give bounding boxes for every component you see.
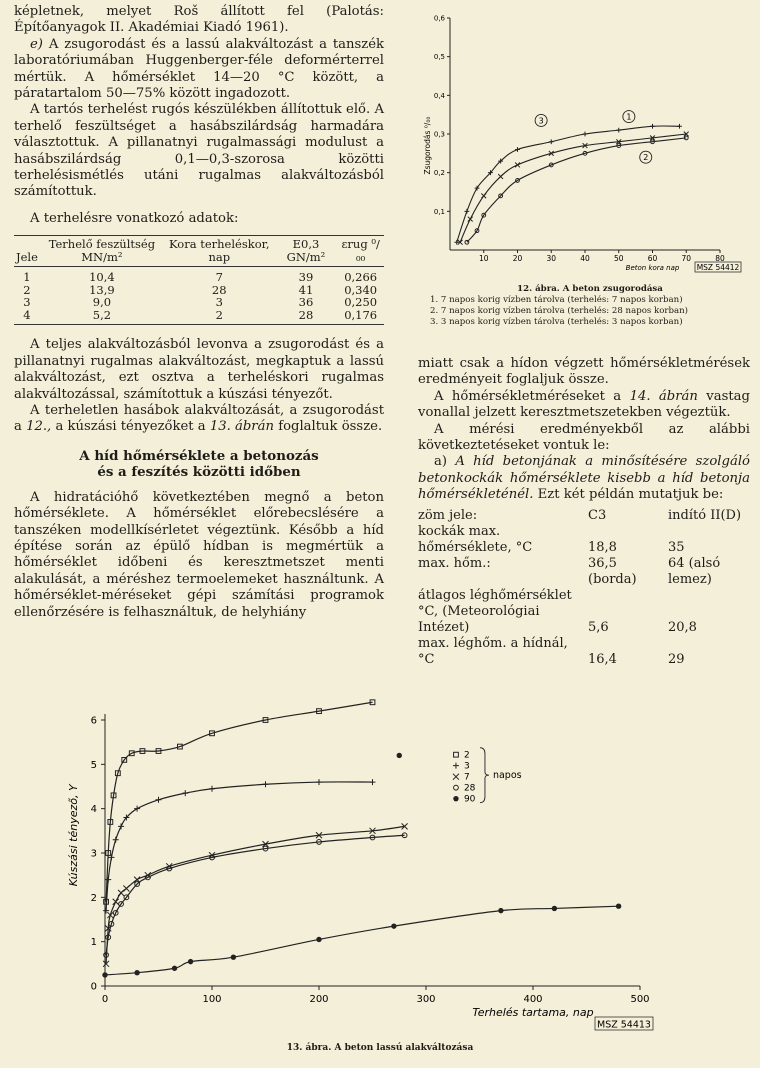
x-tick-label: 300: [416, 994, 436, 1005]
series-label: 2: [643, 153, 649, 163]
table-cell: 0,176: [337, 309, 384, 325]
comparison-value: 16,4: [588, 651, 617, 667]
right-column: [418, 356, 750, 668]
y-tick-label: 0,1: [433, 207, 445, 216]
chart-marks: [102, 700, 621, 978]
comparison-value: 5,6: [588, 619, 609, 635]
y-tick-label: 5: [90, 759, 97, 771]
x-tick-label: 10: [478, 254, 489, 263]
paragraph: képletnek, melyet Roš állított fel (Palotás: Építőanyagok II. Akadémiai Kiadó 1961).: [14, 4, 384, 36]
data-point-circle: [454, 785, 459, 790]
data-point-plus: [105, 877, 111, 883]
stamp-text: MSZ 54413: [597, 1019, 651, 1031]
caption-line: 1. 7 napos korig vízben tárolva (terhelés: 7 napos korban): [430, 295, 683, 305]
legend-unit: napos: [492, 770, 522, 782]
section-title: [14, 448, 384, 480]
shrinkage-chart: [420, 8, 750, 283]
table-row: [14, 267, 384, 284]
data-point-dot: [231, 954, 236, 959]
table-header-row: [14, 236, 384, 267]
data-point-square: [454, 752, 459, 757]
data-point-x: [113, 899, 119, 905]
table-cell: 28: [275, 309, 338, 325]
data-point-plus: [263, 781, 269, 787]
table-cell: 28: [211, 282, 227, 297]
table-cell: 9,0: [92, 295, 112, 310]
data-point-dot: [498, 908, 503, 913]
comparison-value: indító II(D): [668, 507, 742, 523]
y-tick-label: 6: [90, 715, 97, 727]
paragraph: [418, 389, 750, 422]
x-tick-label: 20: [512, 254, 523, 263]
chart-marks: [454, 111, 688, 245]
data-point-plus: [549, 139, 554, 144]
table-header: Jele: [14, 236, 40, 267]
paragraph-text: A hőmérsékletméréseket a: [434, 388, 622, 404]
table-cell: 3: [23, 295, 31, 310]
table-cell: 2: [164, 309, 275, 325]
data-point-x: [453, 774, 459, 780]
y-tick-label: 0,2: [433, 169, 445, 178]
comparison-value: C3: [588, 507, 607, 523]
x-tick-label: 500: [630, 994, 650, 1005]
x-tick-label: 100: [202, 994, 222, 1005]
table-row: [14, 296, 384, 309]
table-cell: 41: [298, 282, 314, 297]
table-cell: 0,340: [344, 282, 378, 297]
paragraph: A mérési eredményekből az alábbi következtetéseket vontuk le:: [418, 421, 750, 454]
data-point-x: [468, 217, 473, 222]
legend-label: 3: [463, 761, 470, 772]
x-axis-label: Beton kora nap: [625, 264, 680, 272]
y-tick-label: 1: [90, 937, 97, 949]
data-point-plus: [677, 124, 682, 129]
table-cell: 0,266: [344, 270, 378, 285]
data-point-plus: [118, 823, 124, 829]
data-point-dot: [316, 937, 321, 942]
comparison-value: 29: [668, 651, 685, 667]
series-line-90: [105, 906, 619, 975]
y-tick-label: 2: [90, 892, 97, 904]
series-line-28: [106, 835, 405, 955]
data-point-x: [481, 193, 486, 198]
table-row: [14, 309, 384, 325]
legend-label: 2: [463, 750, 470, 761]
comparison-value: 64 (alsó lemez): [668, 555, 721, 587]
paragraph: [418, 454, 750, 503]
table-cell: 36: [298, 295, 314, 310]
data-point-plus: [134, 806, 140, 812]
comparison-value: 20,8: [668, 619, 697, 635]
paragraph-text: A híd betonjának a minősítésére szolgáló betonkockák hőmérséklete kisebb a híd betonja hőmérsékleténél.: [418, 454, 750, 503]
chart-legend: [453, 748, 522, 805]
data-point-dot: [134, 970, 139, 975]
data-point-plus: [464, 209, 469, 214]
data-point-x: [118, 890, 124, 896]
y-axis-label: Kúszási tényező, Y: [67, 784, 80, 887]
comparison-value: 18,8: [588, 539, 617, 555]
section-title-line: A híd hőmérséklete a betonozás: [79, 447, 319, 464]
series-line-7: [106, 826, 405, 963]
table-cell: 13,9: [89, 282, 115, 297]
comparison-label: zöm jele:: [418, 507, 478, 523]
data-point-plus: [583, 132, 588, 137]
data-point-plus: [515, 147, 520, 152]
series-label: 3: [538, 116, 544, 126]
data-point-plus: [650, 124, 655, 129]
series-label: 1: [626, 112, 632, 122]
data-point-plus: [209, 786, 215, 792]
paragraph: [14, 403, 384, 436]
item-label: a): [434, 454, 448, 470]
left-column: [14, 4, 384, 621]
x-axis-label: Terhelés tartama, nap: [472, 1006, 594, 1019]
paragraph-text: A terheletlen hasábok alakváltozását, a zsugorodást a: [14, 402, 384, 435]
table-cell: 1: [23, 270, 31, 285]
data-point-dot: [616, 904, 621, 909]
item-label: e): [30, 36, 43, 52]
data-point-x: [123, 885, 129, 891]
x-tick-label: 60: [647, 254, 658, 263]
data-point-dot: [397, 753, 402, 758]
data-point-dot: [453, 796, 458, 801]
table-cell: 10,4: [89, 270, 115, 285]
paragraph: A teljes alakváltozásból levonva a zsugorodást és a pillanatnyi rugalmas alakváltozást, megkaptuk a lassú alakváltozást, ezt osztva a terheléskori rugalmas alakváltozással, számítottuk a kúszási tényezőt.: [14, 337, 384, 402]
table-cell: 39: [298, 270, 314, 285]
table-cell: 7: [215, 270, 223, 285]
y-axis-label: Zsugorodás ⁰/₀₀: [423, 116, 432, 175]
load-data-table: [14, 235, 384, 325]
y-tick-label: 3: [90, 848, 97, 860]
table-header: Kora terheléskor, nap: [164, 236, 275, 267]
legend-label: 7: [463, 772, 470, 783]
y-tick-label: 0,4: [433, 91, 445, 100]
y-tick-label: 4: [90, 804, 97, 816]
table-cell: 2: [23, 282, 31, 297]
figure-13-caption: 13. ábra. A beton lassú alakváltozása: [286, 1043, 474, 1053]
y-tick-label: 0: [90, 981, 97, 993]
x-tick-label: 50: [613, 254, 624, 263]
data-point-plus: [370, 779, 376, 785]
section-title-line: és a feszítés közötti időben: [97, 463, 301, 480]
data-point-x: [515, 163, 520, 168]
table-header: Terhelő feszültség MN/m²: [40, 236, 164, 267]
data-point-plus: [113, 837, 119, 843]
comparison-label: max. hőm.:: [418, 555, 491, 571]
creep-chart: [55, 698, 705, 1043]
comparison-label: max. léghőm. a hídnál, °C: [418, 635, 568, 667]
data-point-plus: [156, 797, 162, 803]
data-point-plus: [316, 779, 322, 785]
table-cell: 3: [215, 295, 223, 310]
stamp-text: MSZ 54412: [696, 263, 740, 272]
comparison-label: átlagos léghőmérséklet °C, (Meteorológiai Intézet): [418, 587, 572, 635]
table-cell: 5,2: [40, 309, 164, 325]
data-point-plus: [453, 763, 459, 769]
table-row: [14, 284, 384, 297]
series-line-2: [106, 702, 372, 902]
figure-ref: 14. ábrán: [629, 388, 698, 404]
table-header: εrug ⁰/₀₀: [337, 236, 384, 267]
x-tick-label: 30: [546, 254, 557, 263]
figure-12-caption: [430, 284, 750, 328]
caption-line: 3. 3 napos korig vízben tárolva (terhelés: 3 napos korban): [430, 317, 683, 327]
data-point-dot: [552, 906, 557, 911]
comparison-value: 36,5 (borda): [588, 555, 637, 587]
stamp: [595, 1017, 653, 1031]
x-tick-label: 400: [523, 994, 543, 1005]
figure-ref: 13. ábrán: [209, 419, 274, 435]
caption-line: 2. 7 napos korig vízben tárolva (terhelés: 28 napos korban): [430, 306, 689, 316]
legend-label: 28: [463, 783, 476, 794]
data-point-x: [498, 174, 503, 179]
paragraph: A hidratációhő következtében megnő a beton hőmérséklete. A hőmérséklet előrebecslésére a tanszéken modellkísérletet végeztünk. Később a híd építése során az épülő hídban is megmértük a hőmérséklet időbeni és keresztmetszet menti alakulását, a méréshez termoelemeket használtunk. A hőmérséklet-méréseket gépi számítási programok ellenőrzésére is felhasználtuk, de helyhiány: [14, 489, 384, 620]
temperature-comparison: [418, 508, 750, 668]
chart-axes: [91, 714, 650, 1005]
data-point-dot: [172, 966, 177, 971]
legend-brace: [480, 748, 489, 803]
data-point-dot: [188, 959, 193, 964]
legend-label: 90: [463, 794, 476, 805]
table-cell: 0,250: [344, 295, 378, 310]
table-cell: 4: [14, 309, 40, 325]
paragraph-text: foglaltuk össze.: [278, 419, 383, 435]
y-tick-label: 0,3: [433, 130, 445, 139]
paragraph: A tartós terhelést rugós készülékben állítottuk elő. A terhelő feszültséget a hasábszilárdság harmadára választottuk. A pillanatnyi rugalmassági modulust a hasábszilárdság 0,1—0,3-szorosa közötti terhelésismétlés utáni rugalmas alakváltozásból számítottuk.: [14, 102, 384, 200]
data-point-plus: [616, 128, 621, 133]
paragraph-text: a kúszási tényezőket a: [55, 419, 206, 435]
data-point-plus: [182, 790, 188, 796]
x-tick-label: 0: [101, 994, 109, 1005]
table-intro: A terhelésre vonatkozó adatok:: [30, 210, 239, 226]
comparison-label: kockák max. hőmérséklete, °C: [418, 523, 533, 555]
paragraph: miatt csak a hídon végzett hőmérsékletmérések eredményeit foglaljuk össze.: [418, 356, 750, 388]
x-tick-label: 80: [715, 254, 725, 263]
paragraph-text: vastag vonallal jelzett keresztmetszetekben végeztük.: [418, 388, 750, 421]
x-tick-label: 200: [309, 994, 329, 1005]
table-header: E0,3 GN/m²: [275, 236, 338, 267]
series-line-1: [460, 134, 686, 242]
paragraph: [14, 37, 384, 103]
data-point-dot: [102, 972, 107, 977]
stamp: [695, 262, 741, 272]
paragraph-text: Ezt két példán mutatjuk be:: [537, 487, 724, 503]
data-point-dot: [391, 923, 396, 928]
paragraph-text: A zsugorodást és a lassú alakváltozást a tanszék laboratóriumában Huggenberger-féle deformérterrel mértük. A hőmérséklet 14—20 °C között, a páratartalom 50—75% között ingadozott.: [14, 36, 384, 102]
series-line-3: [457, 126, 680, 242]
caption-title: 12. ábra. A beton zsugorodása: [517, 284, 663, 294]
comparison-value: 35: [668, 539, 685, 555]
figure-ref: 12.,: [26, 419, 52, 435]
y-tick-label: 0,6: [433, 14, 445, 23]
x-tick-label: 40: [580, 254, 590, 263]
series-line-3: [106, 782, 372, 911]
x-tick-label: 70: [681, 254, 692, 263]
series-line-2: [467, 138, 686, 242]
y-tick-label: 0,5: [433, 53, 445, 62]
